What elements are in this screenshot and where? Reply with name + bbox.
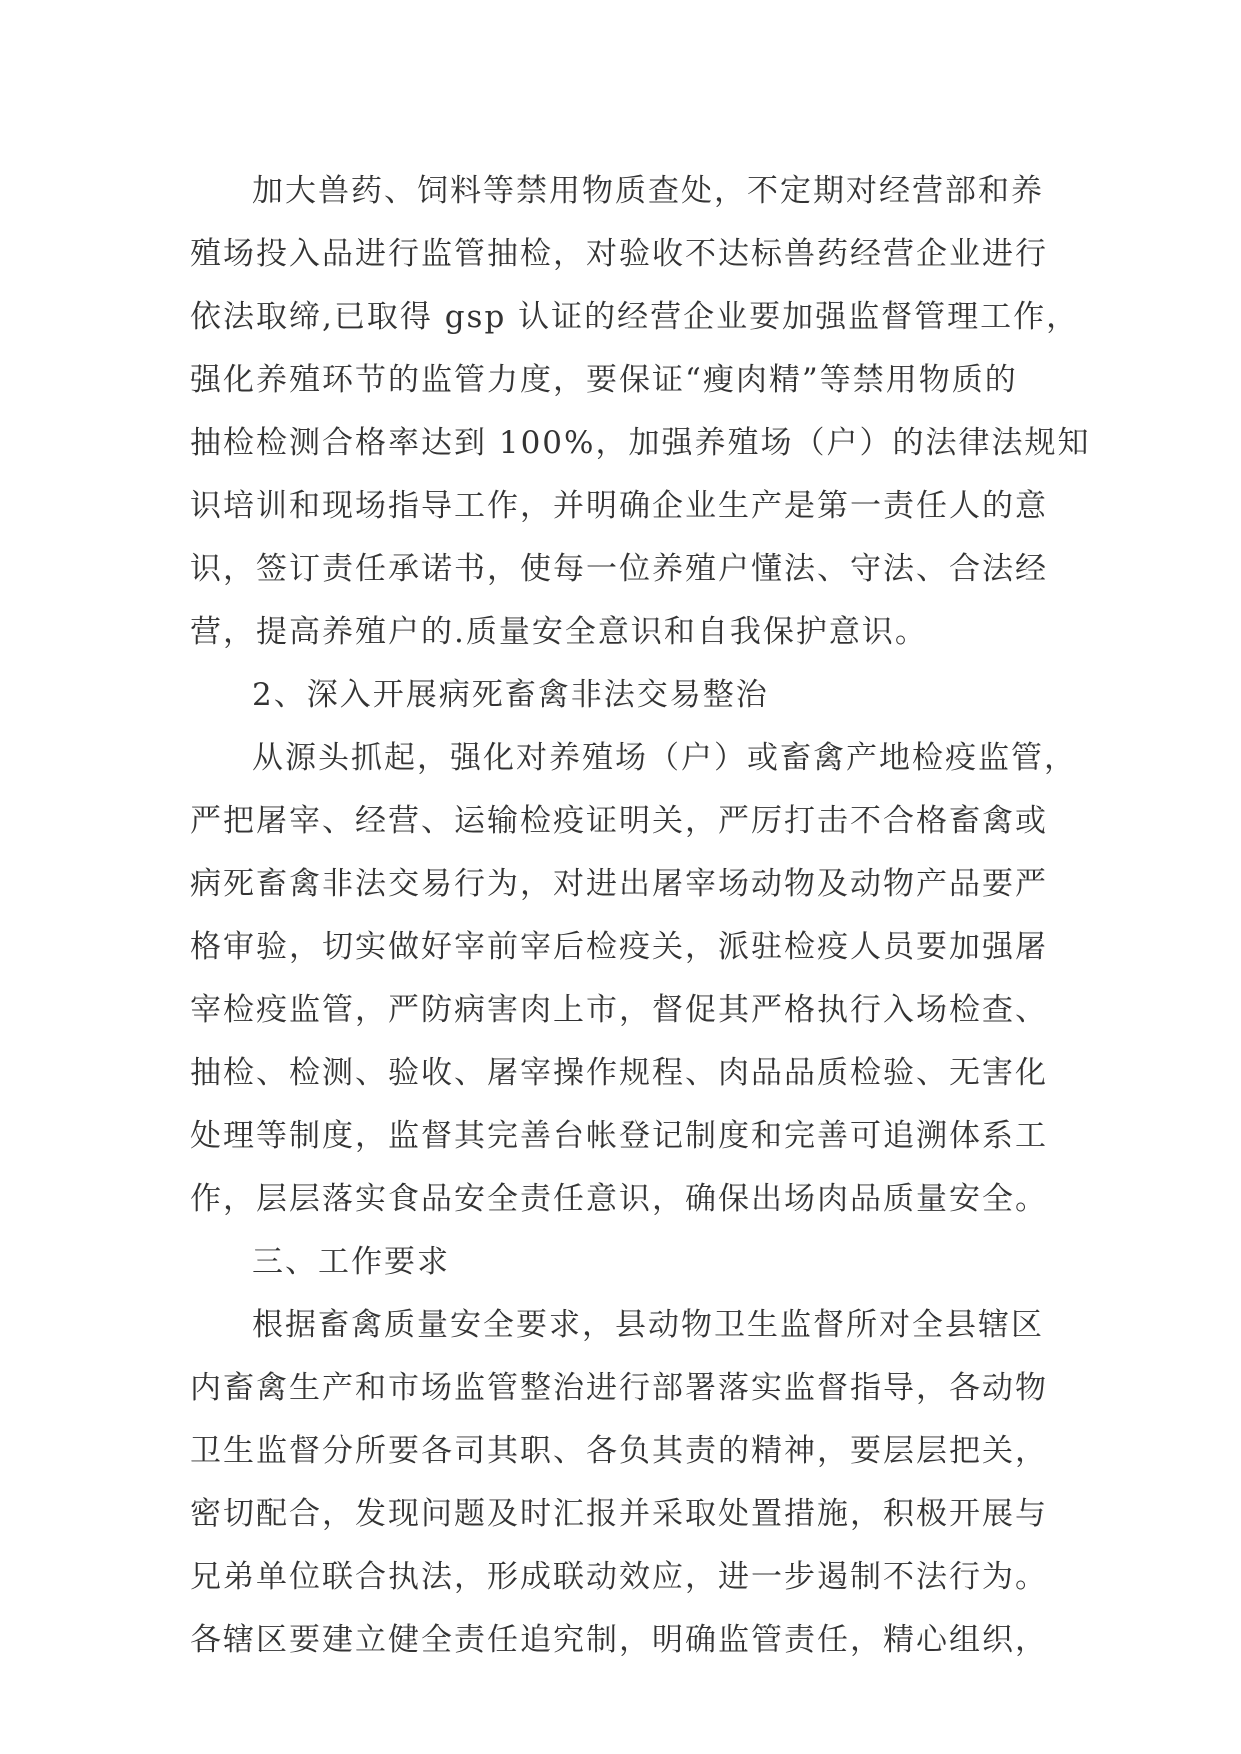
section-heading: 2、深入开展病死畜禽非法交易整治	[252, 677, 769, 713]
text-line: 抽检、检测、验收、屠宰操作规程、肉品品质检验、无害化	[190, 1055, 1048, 1091]
text-line: 依法取缔,已取得 gsp 认证的经营企业要加强监督管理工作，	[190, 299, 1080, 335]
text-line: 内畜禽生产和市场监管整治进行部署落实监督指导，各动物	[190, 1370, 1048, 1406]
text-line: 识培训和现场指导工作，并明确企业生产是第一责任人的意	[190, 488, 1048, 524]
text-line: 识，签订责任承诺书，使每一位养殖户懂法、守法、合法经	[190, 551, 1048, 587]
text-line: 营，提高养殖户的.质量安全意识和自我保护意识。	[190, 614, 928, 650]
text-line: 加大兽药、饲料等禁用物质查处，不定期对经营部和养	[252, 173, 1044, 209]
document-body	[190, 160, 1091, 1672]
text-line: 作，层层落实食品安全责任意识，确保出场肉品质量安全。	[190, 1181, 1048, 1217]
section-heading: 三、工作要求	[252, 1244, 450, 1280]
text-line: 殖场投入品进行监管抽检，对验收不达标兽药经营企业进行	[190, 236, 1048, 272]
text-line: 病死畜禽非法交易行为，对进出屠宰场动物及动物产品要严	[190, 866, 1048, 902]
text-line: 根据畜禽质量安全要求，县动物卫生监督所对全县辖区	[252, 1307, 1044, 1343]
text-line: 从源头抓起，强化对养殖场（户）或畜禽产地检疫监管，	[252, 740, 1077, 776]
text-line: 宰检疫监管，严防病害肉上市，督促其严格执行入场检查、	[190, 992, 1048, 1028]
text-line: 各辖区要建立健全责任追究制，明确监管责任，精心组织，	[190, 1622, 1048, 1658]
text-line: 严把屠宰、经营、运输检疫证明关，严厉打击不合格畜禽或	[190, 803, 1048, 839]
text-line: 兄弟单位联合执法，形成联动效应，进一步遏制不法行为。	[190, 1559, 1048, 1595]
text-line: 抽检检测合格率达到 100%，加强养殖场（户）的法律法规知	[190, 425, 1091, 461]
text-line: 密切配合，发现问题及时汇报并采取处置措施，积极开展与	[190, 1496, 1048, 1532]
text-line: 处理等制度，监督其完善台帐登记制度和完善可追溯体系工	[190, 1118, 1048, 1154]
text-line: 格审验，切实做好宰前宰后检疫关，派驻检疫人员要加强屠	[190, 929, 1048, 965]
text-line: 卫生监督分所要各司其职、各负其责的精神，要层层把关，	[190, 1433, 1048, 1469]
text-line: 强化养殖环节的监管力度，要保证“瘦肉精”等禁用物质的	[190, 362, 1018, 398]
